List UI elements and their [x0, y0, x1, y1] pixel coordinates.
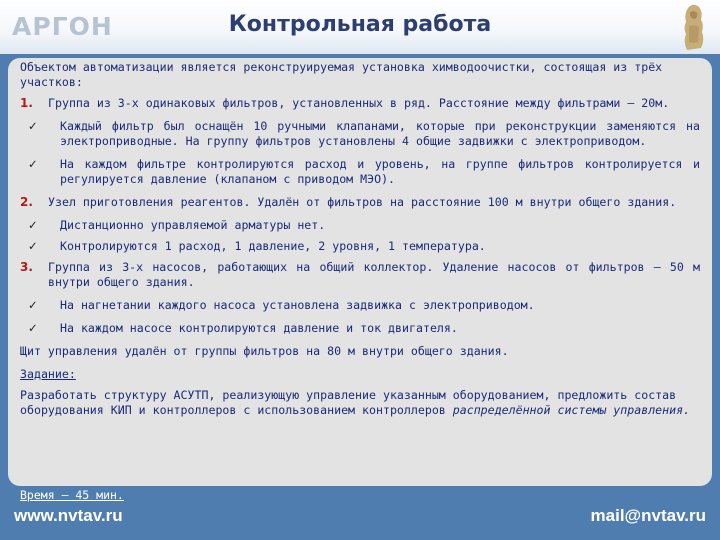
bullet-text: Дистанционно управляемой арматуры нет. [60, 218, 326, 232]
statue-icon [677, 2, 709, 52]
email-link[interactable]: mail@nvtav.ru [590, 506, 706, 525]
section-1 [20, 96, 700, 111]
section-text: Узел приготовления реагентов. Удалён от фильтров на расстояние 100 м внутри общего здания. [48, 195, 677, 209]
section-2 [20, 195, 700, 210]
header-bar [0, 0, 720, 54]
bullet-text: На нагнетании каждого насоса установлена задвижка с электроприводом. [60, 298, 535, 312]
task-text-italic: распределённой системы управления. [452, 403, 691, 417]
checkmark-icon: ✓ [28, 157, 38, 171]
shield-note: Щит управления удалён от группы фильтров на 80 м внутри общего здания. [20, 344, 509, 358]
task-label: Задание: [20, 367, 76, 381]
time-limit: Время – 45 мин. [20, 488, 124, 502]
bullet-text: Каждый фильтр был оснащён 10 ручными клапанами, которые при реконструкции заменяются на электроприводные. На группу фильтров установлены 4 общие задвижки с электроприводом. [60, 119, 700, 148]
bullet-item [20, 298, 700, 313]
bullet-text: Контролируются 1 расход, 1 давление, 2 уровня, 1 температура. [60, 239, 486, 253]
task-text [20, 388, 700, 418]
bullet-item [20, 157, 700, 187]
section-3 [20, 260, 700, 290]
bullet-item [20, 119, 700, 149]
intro-text: Объектом автоматизации является реконструируемая установка химводоочистки, состоящая из трёх участков: [20, 60, 663, 89]
bullet-text: На каждом фильтре контролируются расход и уровень, на группе фильтров контролируется и регулируется давление (клапаном с приводом МЭО). [60, 157, 700, 186]
logo: АРГОН [12, 12, 113, 41]
section-number: 3. [20, 260, 33, 274]
section-text: Группа из 3-х одинаковых фильтров, установленных в ряд. Расстояние между фильтрами – 20м. [48, 96, 670, 110]
checkmark-icon: ✓ [28, 321, 38, 335]
checkmark-icon: ✓ [28, 119, 38, 133]
checkmark-icon: ✓ [28, 218, 38, 232]
bullet-item [20, 321, 700, 336]
bullet-text: На каждом насосе контролируются давление и ток двигателя. [60, 321, 458, 335]
checkmark-icon: ✓ [28, 298, 38, 312]
bullet-item [20, 218, 700, 233]
document-body [20, 60, 700, 418]
section-text: Группа из 3-х насосов, работающих на общий коллектор. Удаление насосов от фильтров – 50 м внутри общего здания. [48, 260, 700, 289]
bullet-item [20, 239, 700, 254]
checkmark-icon: ✓ [28, 239, 38, 253]
task-text-normal: Разработать структуру АСУТП, реализующую управление указанным оборудованием, предложить состав оборудования КИП и контроллеров с использованием контроллеров [20, 388, 677, 417]
page-title: Контрольная работа [228, 12, 492, 37]
website-link[interactable]: www.nvtav.ru [14, 506, 123, 525]
section-number: 2. [20, 195, 33, 209]
section-number: 1. [20, 96, 33, 110]
